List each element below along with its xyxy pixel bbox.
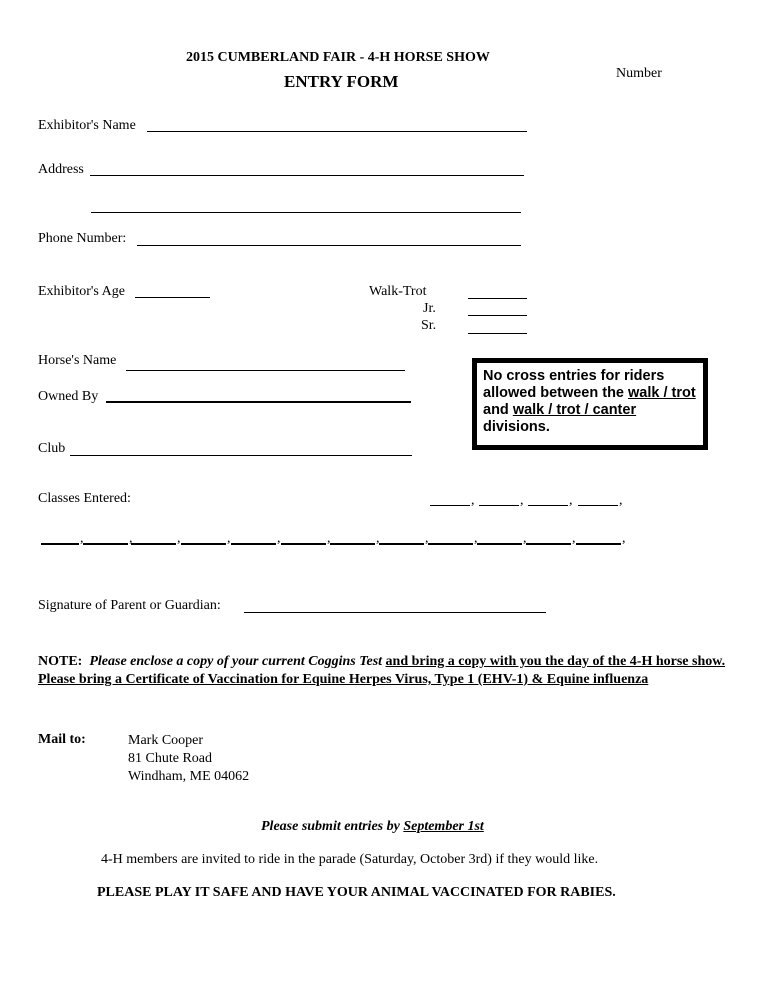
address-field-line-2[interactable]	[91, 212, 521, 213]
notice-walk-trot-canter: walk / trot / canter	[512, 402, 637, 418]
notice-line-2-text: allowed between the	[483, 385, 629, 401]
class-entry-field[interactable]	[131, 543, 176, 545]
mailing-address	[128, 732, 249, 786]
class-entry-field[interactable]	[379, 543, 424, 545]
notice-walk-trot: walk / trot	[628, 385, 696, 401]
class-entry-field[interactable]	[231, 543, 276, 545]
class-entry-field[interactable]	[477, 543, 522, 545]
class-separator: ,	[80, 531, 84, 546]
address-field-line-1[interactable]	[90, 175, 524, 176]
class-entry-field[interactable]	[578, 505, 618, 506]
class-entry-field[interactable]	[576, 543, 621, 545]
notice-line-4: divisions.	[483, 419, 550, 435]
form-title: 2015 CUMBERLAND FAIR - 4-H HORSE SHOW	[186, 50, 490, 65]
horse-name-label: Horse's Name	[38, 353, 117, 368]
class-separator: ,	[227, 531, 231, 546]
class-separator: ,	[471, 493, 475, 508]
mail-name: Mark Cooper	[128, 733, 204, 748]
mail-city: Windham, ME 04062	[128, 769, 250, 784]
class-entry-field[interactable]	[330, 543, 375, 545]
club-label: Club	[38, 441, 66, 456]
walk-trot-label: Walk-Trot	[369, 284, 427, 299]
class-entry-field[interactable]	[41, 543, 79, 545]
class-separator: ,	[622, 531, 626, 546]
class-separator: ,	[327, 531, 331, 546]
class-entry-field[interactable]	[479, 505, 519, 506]
class-separator: ,	[569, 493, 573, 508]
jr-label: Jr.	[423, 301, 436, 316]
form-subtitle: ENTRY FORM	[284, 72, 399, 91]
notice-line-3	[483, 402, 697, 419]
parade-note: 4-H members are invited to ride in the parade (Saturday, October 3rd) if they would like.	[101, 852, 599, 867]
signature-label: Signature of Parent or Guardian:	[38, 598, 221, 613]
walk-trot-field[interactable]	[468, 298, 527, 299]
class-separator: ,	[425, 531, 429, 546]
class-entry-field[interactable]	[430, 505, 470, 506]
club-field[interactable]	[70, 455, 412, 456]
class-entry-field[interactable]	[83, 543, 128, 545]
mail-street: 81 Chute Road	[128, 751, 212, 766]
classes-label: Classes Entered:	[38, 491, 131, 506]
submit-deadline	[261, 819, 484, 835]
class-separator: ,	[129, 531, 133, 546]
rabies-note: PLEASE PLAY IT SAFE AND HAVE YOUR ANIMAL VACCINATED FOR RABIES.	[97, 885, 616, 900]
number-label: Number	[616, 66, 662, 81]
submit-text: Please submit entries by	[261, 819, 404, 834]
address-label: Address	[38, 162, 84, 177]
class-entry-field[interactable]	[428, 543, 473, 545]
notice-line-1: No cross entries for riders	[483, 368, 665, 384]
owned-by-label: Owned By	[38, 389, 99, 404]
class-separator: ,	[474, 531, 478, 546]
note-italic: Please enclose a copy of your current Coggins Test	[89, 654, 383, 669]
class-separator: ,	[572, 531, 576, 546]
jr-field[interactable]	[468, 315, 527, 316]
age-label: Exhibitor's Age	[38, 284, 125, 299]
class-entry-field[interactable]	[281, 543, 326, 545]
sr-label: Sr.	[421, 318, 437, 333]
phone-label: Phone Number:	[38, 231, 127, 246]
notice-line-2	[483, 385, 697, 402]
signature-field[interactable]	[244, 612, 546, 613]
class-separator: ,	[619, 493, 623, 508]
class-separator: ,	[376, 531, 380, 546]
note-underlined: and bring a copy with you the day of the 4-H horse show. Please bring a Certificate of Vaccination for Equine Herpes Virus, Type 1 (EHV-1) & Equine influenza	[38, 654, 726, 687]
notice-line-3-text: and	[483, 402, 513, 418]
cross-entry-notice	[472, 358, 708, 450]
class-separator: ,	[277, 531, 281, 546]
exhibitor-name-field[interactable]	[147, 131, 527, 132]
age-field[interactable]	[135, 297, 210, 298]
class-separator: ,	[523, 531, 527, 546]
submit-date: September 1st	[403, 819, 484, 834]
note-label: NOTE:	[38, 654, 83, 669]
exhibitor-name-label: Exhibitor's Name	[38, 118, 136, 133]
class-entry-field[interactable]	[528, 505, 568, 506]
sr-field[interactable]	[468, 333, 527, 334]
owned-by-field[interactable]	[106, 401, 411, 403]
phone-field[interactable]	[137, 245, 521, 246]
class-entry-field[interactable]	[181, 543, 226, 545]
coggins-note	[38, 653, 728, 689]
class-separator: ,	[177, 531, 181, 546]
horse-name-field[interactable]	[126, 370, 405, 371]
mail-to-label: Mail to:	[38, 732, 86, 747]
class-entry-field[interactable]	[526, 543, 571, 545]
class-separator: ,	[520, 493, 524, 508]
